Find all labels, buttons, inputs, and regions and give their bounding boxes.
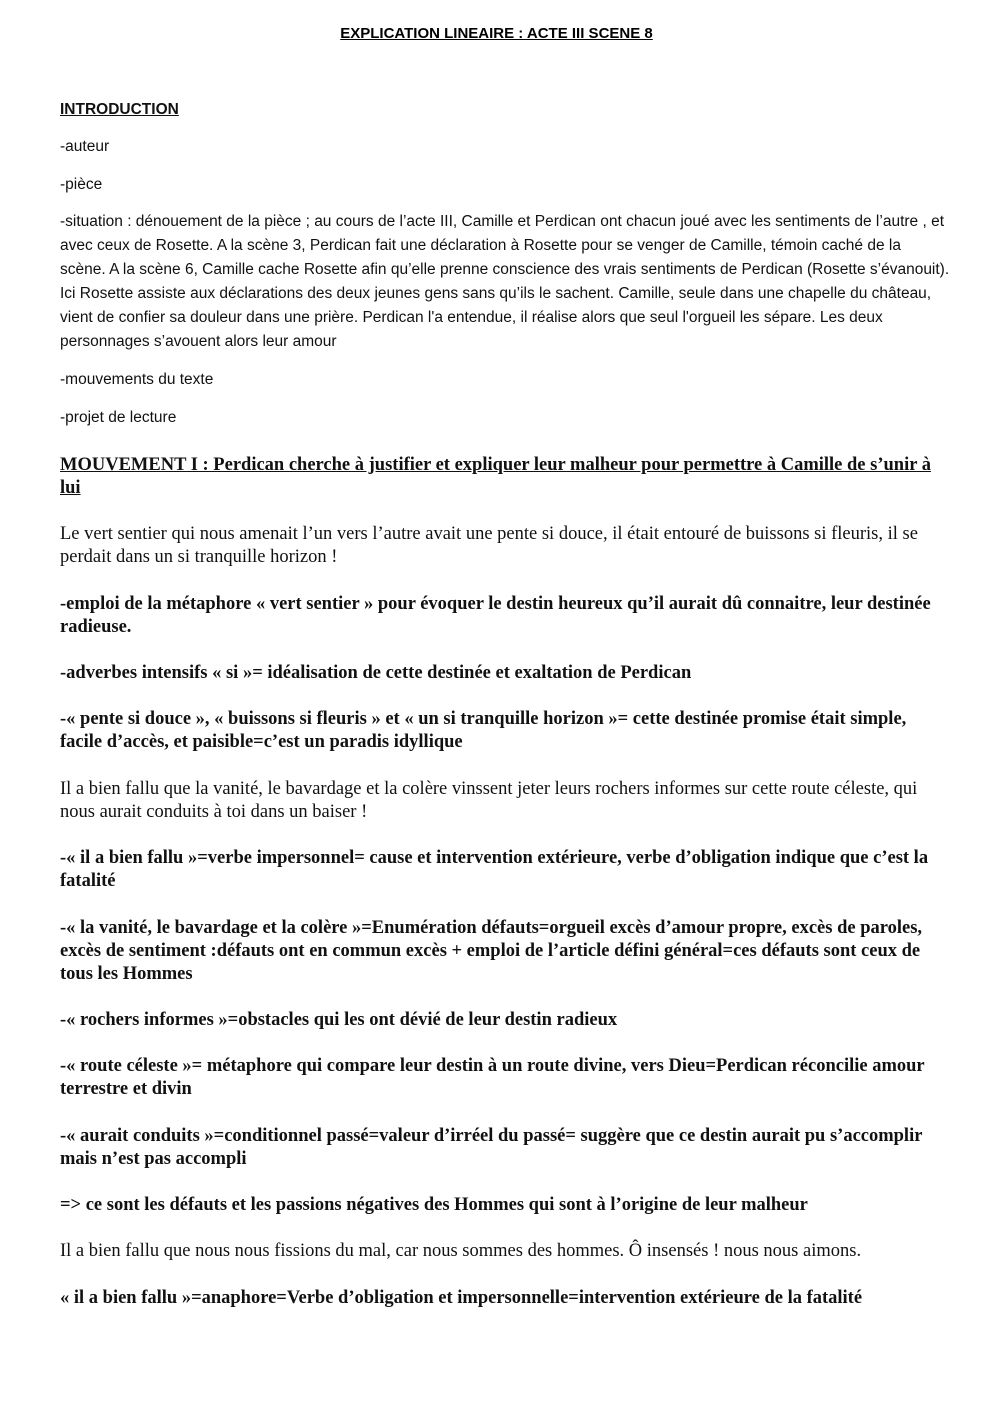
text-quote-1: Le vert sentier qui nous amenait l’un vers l’autre avait une pente si douce, il était entouré de buissons si fleuris, il se perdait dans un si tranquille horizon ! (60, 524, 918, 567)
analysis-paragraph: « il a bien fallu »=anaphore=Verbe d’obligation et impersonnelle=intervention extérieure de la fatalité (60, 1288, 863, 1308)
analysis-paragraph: -« route céleste »= métaphore qui compare leur destin à un route divine, vers Dieu=Perdican réconcilie amour terrestre et divin (60, 1056, 925, 1099)
text-quote-3: Il a bien fallu que nous nous fissions du mal, car nous sommes des hommes. Ô insensés ! nous nous aimons. (60, 1241, 862, 1261)
analysis-paragraph: -« aurait conduits »=conditionnel passé=valeur d’irréel du passé= suggère que ce destin aurait pu s’accomplir mais n’est pas accompli (60, 1126, 923, 1169)
mouvement-1-heading: MOUVEMENT I : Perdican cherche à justifier et expliquer leur malheur pour permettre à Camille de s’unir à lui (60, 455, 931, 498)
intro-item-auteur: -auteur (60, 138, 110, 155)
introduction-heading: INTRODUCTION (60, 101, 179, 118)
intro-item-projet: -projet de lecture (60, 409, 177, 426)
analysis-paragraph: -adverbes intensifs « si »= idéalisation de cette destinée et exaltation de Perdican (60, 663, 692, 683)
document-title: EXPLICATION LINEAIRE : ACTE III SCENE 8 (340, 25, 653, 42)
analysis-paragraph: -« pente si douce », « buissons si fleuris » et « un si tranquille horizon »= cette destinée promise était simple, facile d’accès, et paisible=c’est un paradis idyllique (60, 709, 907, 752)
intro-item-piece: -pièce (60, 176, 103, 193)
analysis-paragraph: -« la vanité, le bavardage et la colère »=Enumération défauts=orgueil excès d’amour propre, excès de paroles, excès de sentiment :défauts ont en commun excès + emploi de l’article défini général=ces défauts sont ceux de tous les Hommes (60, 918, 923, 984)
analysis-paragraph: -emploi de la métaphore « vert sentier » pour évoquer le destin heureux qu’il aurait dû connaitre, leur destinée radieuse. (60, 594, 931, 637)
analysis-paragraph: -« il a bien fallu »=verbe impersonnel= cause et intervention extérieure, verbe d’obligation indique que c’est la fatalité (60, 848, 929, 891)
analysis-paragraph: -« rochers informes »=obstacles qui les ont dévié de leur destin radieux (60, 1010, 618, 1030)
intro-item-situation: -situation : dénouement de la pièce ; au cours de l’acte III, Camille et Perdican ont chacun joué avec les sentiments de l’autre , et avec ceux de Rosette. A la scène 3, Perdican fait une déclaration à Rosette pour se venger de Camille, témoin caché de la scène. A la scène 6, Camille cache Rosette afin qu’elle prenne conscience des vrais sentiments de Perdican (Rosette s’évanouit). Ici Rosette assiste aux déclarations des deux jeunes gens sans qu’ils le sachent. Camille, seule dans une chapelle du château, vient de confier sa douleur dans une prière. Perdican l'a entendue, il réalise alors que seul l'orgueil les sépare. Les deux personnages s’avouent alors leur amour (60, 213, 950, 350)
text-quote-2: Il a bien fallu que la vanité, le bavardage et la colère vinssent jeter leurs rochers informes sur cette route céleste, qui nous aurait conduits à toi dans un baiser ! (60, 779, 918, 822)
intro-item-mouvements: -mouvements du texte (60, 371, 214, 388)
conclusion-paragraph: => ce sont les défauts et les passions négatives des Hommes qui sont à l’origine de leur malheur (60, 1195, 808, 1215)
